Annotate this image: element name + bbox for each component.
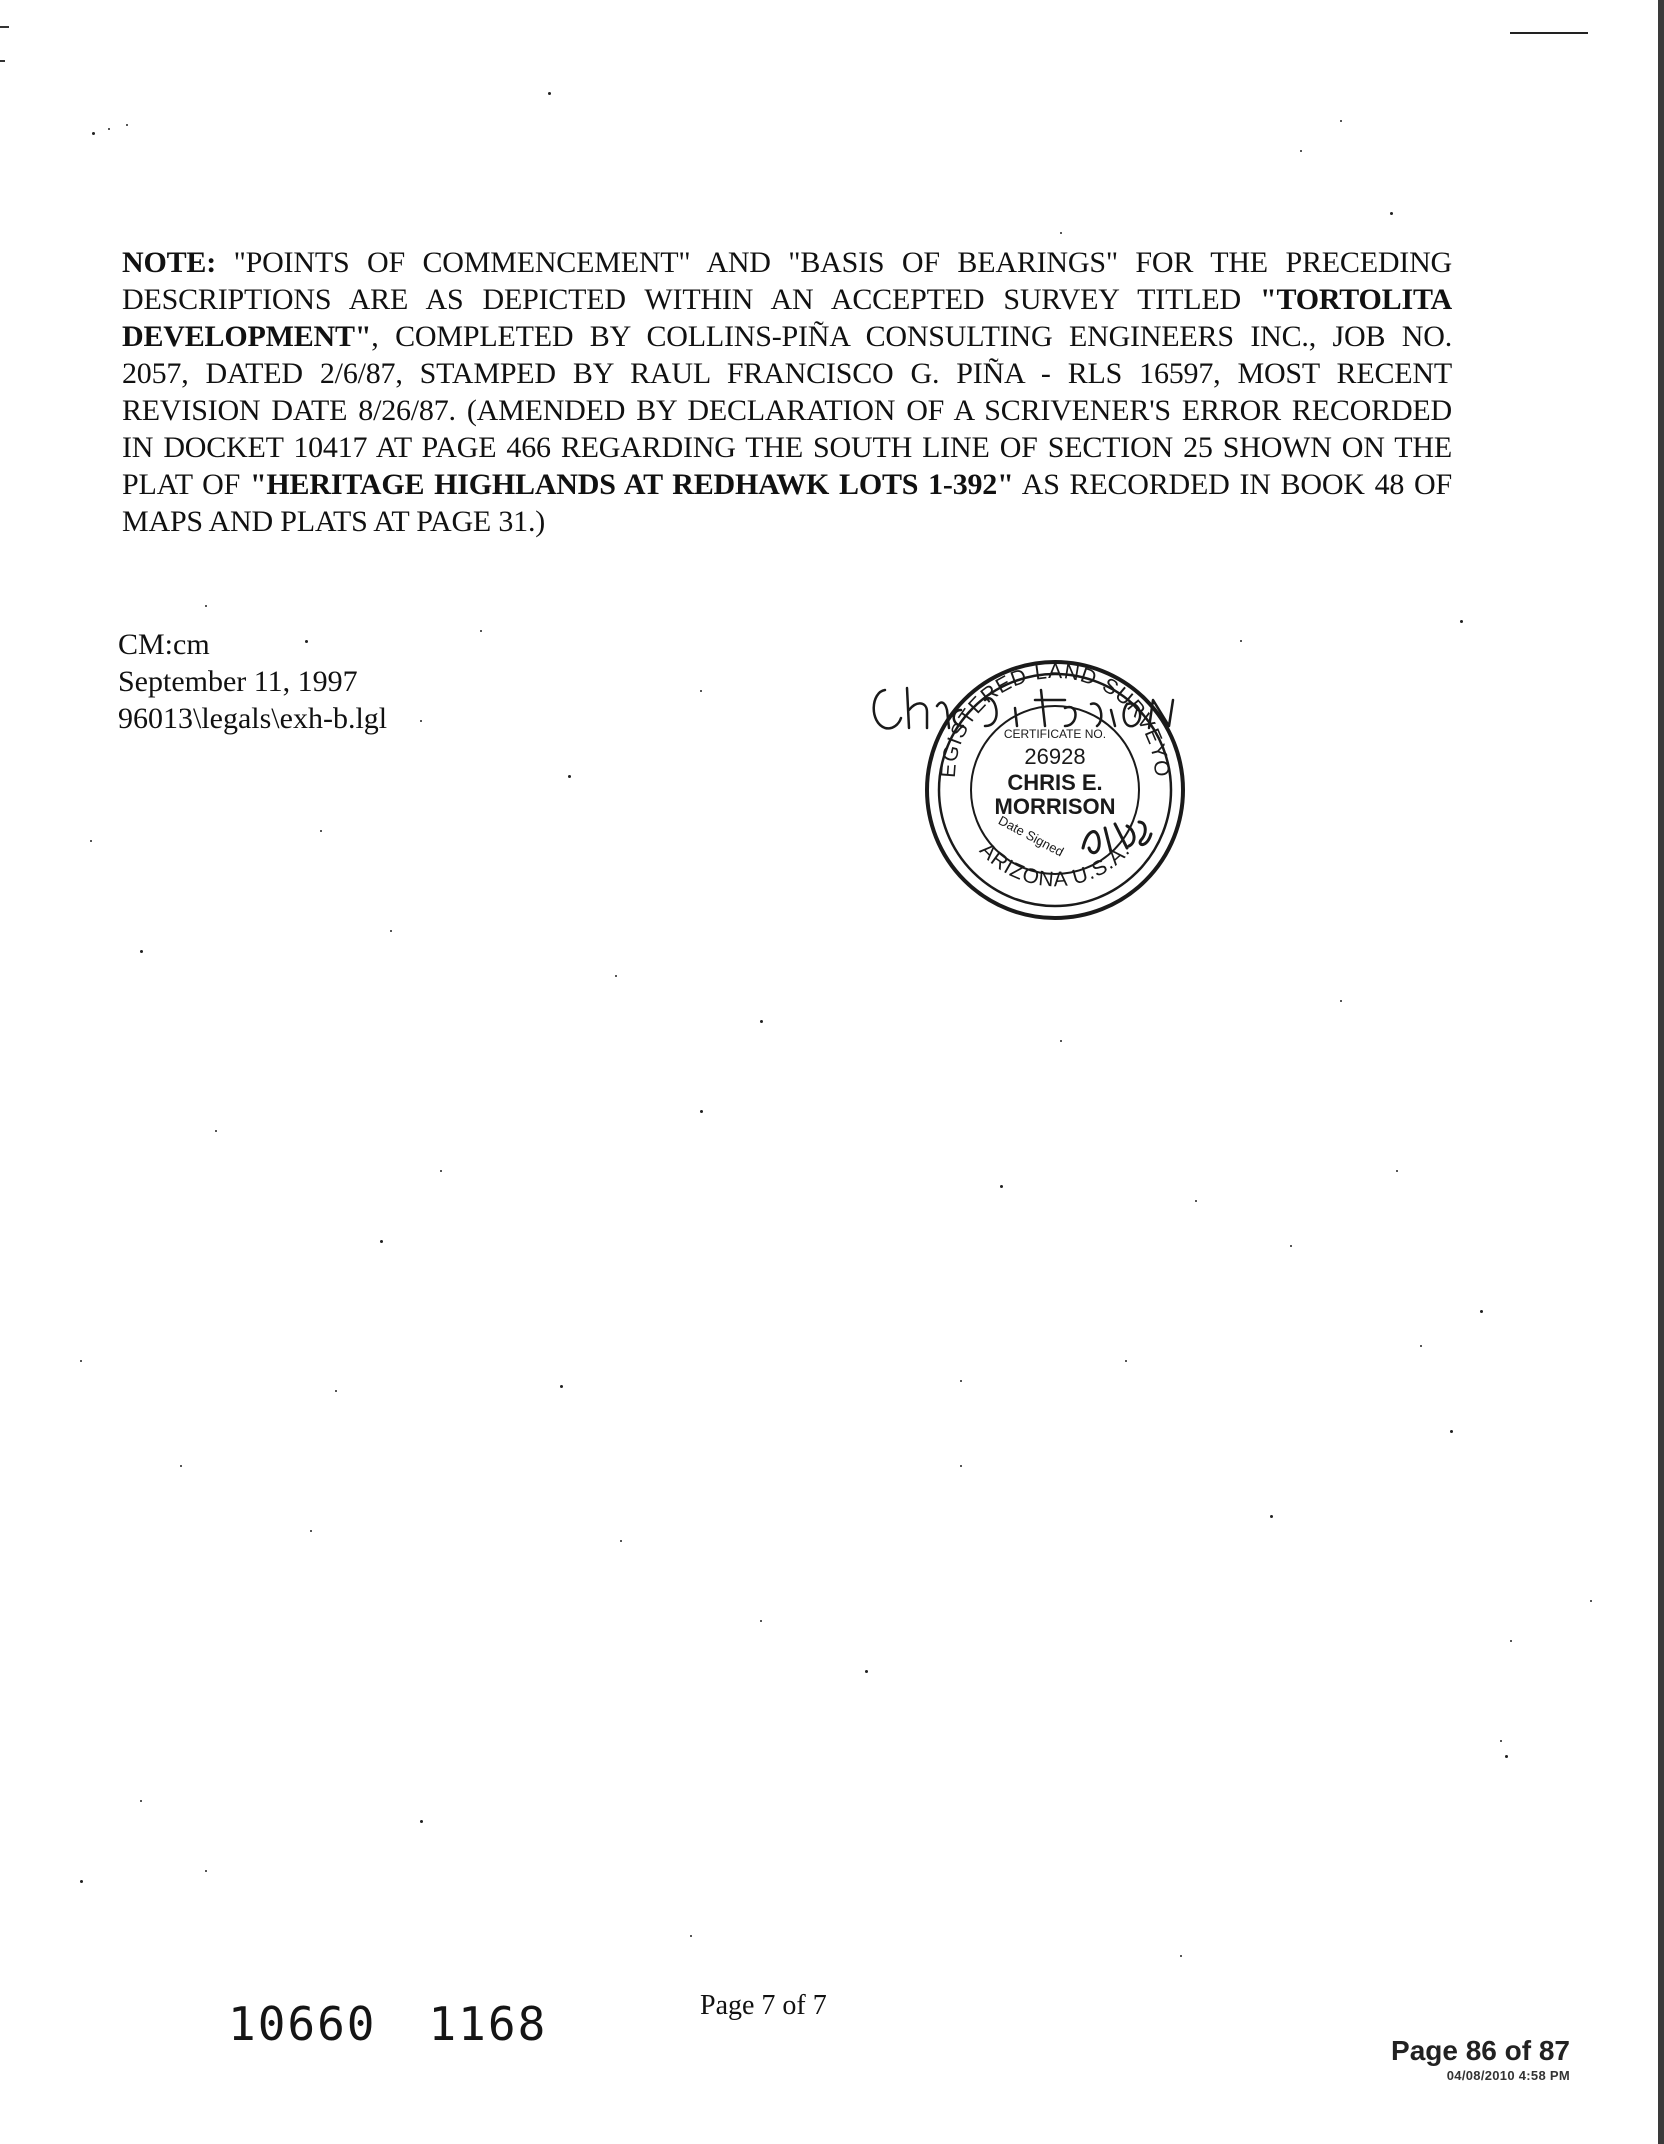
scan-speck: [1125, 1360, 1127, 1362]
scan-speck: [1460, 620, 1463, 623]
scan-speck: [1300, 150, 1302, 152]
scan-speck: [760, 1020, 763, 1023]
scan-speck: [568, 775, 571, 778]
corner-mark: [0, 60, 5, 62]
docket-number: 10660: [228, 1997, 377, 2051]
scan-speck: [620, 1540, 622, 1542]
scan-edge: [1658, 0, 1664, 2144]
scan-speck: [700, 690, 702, 692]
note-text: AS RECORDED IN BOOK 48 OF MAPS AND PLATS AT PAGE 31.): [122, 468, 1452, 538]
scan-speck: [1060, 232, 1062, 234]
seal-name-2: MORRISON: [994, 794, 1116, 819]
scan-speck: [420, 720, 422, 722]
stamp-timestamp: 04/08/2010 4:58 PM: [1446, 2068, 1570, 2083]
scan-speck: [80, 1360, 82, 1362]
scan-speck: [1505, 1755, 1508, 1758]
docket-page: 1168: [428, 1997, 548, 2051]
seal-top-text: EGISTERED LAND SURVEYO: [936, 659, 1174, 779]
seal-name-1: CHRIS E.: [1007, 770, 1103, 795]
scan-speck: [960, 1380, 962, 1382]
scan-speck: [760, 1620, 762, 1622]
scan-speck: [126, 124, 128, 126]
scan-speck: [700, 1110, 703, 1113]
scan-speck: [1396, 1170, 1398, 1172]
scan-speck: [480, 630, 482, 632]
scan-speck: [560, 1385, 563, 1388]
scan-speck: [1510, 1640, 1512, 1642]
note-label: NOTE:: [122, 246, 217, 279]
note-text: "POINTS OF COMMENCEMENT" AND "BASIS OF BEARINGS" FOR THE PRECEDING DESCRIPTIONS ARE AS DEPICTED WITHIN AN ACCEPTED SURVEY TITLED: [122, 246, 1452, 316]
scan-speck: [140, 950, 143, 953]
scan-speck: [305, 640, 308, 643]
document-date: September 11, 1997: [118, 665, 358, 698]
scan-speck: [1240, 640, 1242, 642]
scan-speck: [335, 1390, 337, 1392]
stamp-page: Page 86 of 87: [1391, 2035, 1570, 2066]
scan-speck: [1500, 1740, 1502, 1742]
scan-speck: [140, 1800, 142, 1802]
scan-speck: [440, 1170, 442, 1172]
page-stamp: [1391, 2035, 1570, 2085]
scan-speck: [1290, 1245, 1292, 1247]
scan-speck: [1420, 1345, 1422, 1347]
scan-speck: [205, 1870, 207, 1872]
corner-mark: [0, 26, 9, 28]
scan-speck: [615, 975, 617, 977]
seal-cert-label: CERTIFICATE NO.: [1003, 727, 1107, 741]
seal-date-label: Date Signed: [995, 812, 1067, 860]
scan-speck: [380, 1240, 383, 1243]
scan-speck: [310, 1530, 312, 1532]
scan-speck: [690, 1935, 692, 1937]
scan-speck: [420, 1820, 423, 1823]
scan-speck: [1180, 1955, 1182, 1957]
page-number: Page 7 of 7: [700, 1990, 827, 2021]
scan-speck: [80, 1880, 83, 1883]
note-paragraph: [122, 244, 1452, 540]
scan-speck: [390, 930, 392, 932]
scan-speck: [548, 92, 551, 95]
surveyor-seal: [865, 630, 1325, 930]
scan-speck: [1195, 1200, 1197, 1202]
file-path: 96013\legals\exh-b.lgl: [118, 702, 388, 735]
scan-speck: [180, 1465, 182, 1467]
note-text: , COMPLETED BY COLLINS-PIÑA CONSULTING ENGINEERS INC., JOB NO. 2057, DATED 2/6/87, STAMPED BY RAUL FRANCISCO G. PIÑA - RLS 16597, MOST RECENT REVISION DATE 8/26/87. (AMENDED BY DECLARATION OF A SCRIVENER'S ERROR RECORDED IN DOCKET 10417 AT PAGE 466 REGARDING THE SOUTH LINE OF SECTION 25 SHOWN ON THE PLAT OF: [122, 320, 1452, 501]
initials: CM:cm: [118, 628, 210, 661]
seal-graphic: [865, 630, 1325, 930]
recording-number: [228, 1997, 547, 2051]
scan-speck: [108, 128, 110, 130]
top-rule: [1510, 32, 1588, 34]
scan-speck: [92, 132, 95, 135]
plat-title: "HERITAGE HIGHLANDS AT REDHAWK LOTS 1-392": [249, 468, 1014, 501]
scan-speck: [1340, 1000, 1342, 1002]
scan-speck: [215, 1130, 217, 1132]
scan-speck: [1060, 1040, 1062, 1042]
scan-speck: [1340, 120, 1342, 122]
scan-speck: [90, 840, 92, 842]
scan-speck: [1390, 212, 1393, 215]
scan-speck: [960, 1465, 962, 1467]
scan-speck: [1000, 1185, 1003, 1188]
scan-speck: [1450, 1430, 1453, 1433]
survey-title: "TORTOLITA DEVELOPMENT": [122, 283, 1452, 353]
scan-speck: [205, 605, 207, 607]
seal-bottom-text: ARIZONA U.S.A.: [975, 838, 1135, 892]
seal-cert-number: 26928: [1024, 744, 1086, 769]
reference-block: [118, 626, 387, 737]
scan-speck: [1480, 1310, 1483, 1313]
scan-speck: [865, 1670, 868, 1673]
scan-speck: [1590, 1600, 1592, 1602]
scan-speck: [320, 830, 322, 832]
scan-speck: [1270, 1515, 1273, 1518]
